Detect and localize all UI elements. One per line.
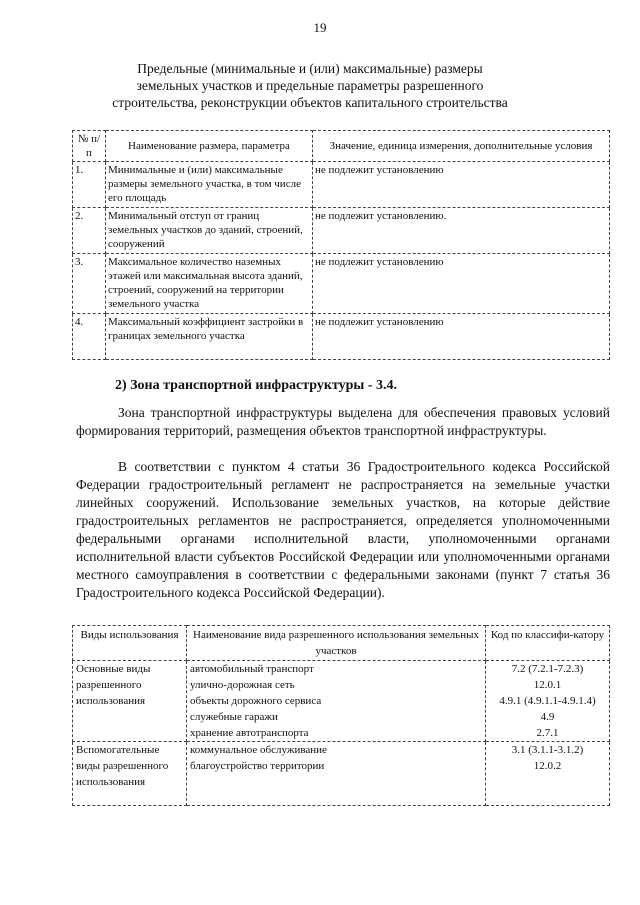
- code-item: 7.2 (7.2.1-7.2.3): [511, 663, 584, 675]
- row-value: не подлежит установлению.: [313, 208, 610, 254]
- table-header-row: [73, 626, 610, 661]
- code-item: 12.0.1: [533, 679, 562, 691]
- row-parameter: Минимальные и (или) максимальные размеры земельного участка, в том числе его площадь: [106, 162, 313, 208]
- list-item: служебные гаражи: [190, 711, 278, 723]
- header-value: Значение, единица измерения, дополнительные условия: [313, 131, 610, 162]
- row-value: не подлежит установлению: [313, 162, 610, 208]
- row-number: 1.: [73, 162, 106, 208]
- table-row-auxiliary-uses: [73, 742, 610, 806]
- main-uses-names: [187, 661, 486, 742]
- group-auxiliary-uses: Вспомогательные виды разрешенного использования: [73, 742, 187, 806]
- row-parameter: Минимальный отступ от границ земельных участков до зданий, строений, сооружений: [106, 208, 313, 254]
- row-number: 4.: [73, 314, 106, 360]
- auxiliary-uses-names: [187, 742, 486, 806]
- group-main-uses: Основные виды разрешенного использования: [73, 661, 187, 742]
- row-parameter: Максимальный коэффициент застройки в границах земельного участка: [106, 314, 313, 360]
- table-row: [73, 314, 610, 360]
- list-item: улично-дорожная сеть: [190, 679, 295, 691]
- code-item: 12.0.2: [533, 760, 562, 772]
- table-row: [73, 254, 610, 314]
- row-parameter: Максимальное количество наземных этажей или максимальная высота зданий, строений, сооружений на территории земельного участка: [106, 254, 313, 314]
- main-uses-codes: [486, 661, 610, 742]
- page-heading: Предельные (минимальные и (или) максимальные) размеры земельных участков и предельные параметры разрешенного строительства, реконструкции объектов капитального строительства: [112, 61, 508, 110]
- row-number: 3.: [73, 254, 106, 314]
- code-item: 4.9: [540, 711, 555, 723]
- list-item: объекты дорожного сервиса: [190, 695, 322, 707]
- header-parameter: Наименование размера, параметра: [106, 131, 313, 162]
- header-number: № п/п: [73, 131, 106, 162]
- code-item: 3.1 (3.1.1-3.1.2): [511, 744, 584, 756]
- list-item: хранение автотранспорта: [190, 727, 309, 739]
- paragraph-zone-purpose: Зона транспортной инфраструктуры выделена для обеспечения правовых условий формирования территорий, размещения объектов транспортной инфраструктуры.: [76, 405, 610, 438]
- row-value: не подлежит установлению: [313, 254, 610, 314]
- list-item: автомобильный транспорт: [190, 663, 314, 675]
- row-value: не подлежит установлению: [313, 314, 610, 360]
- table-header-row: [73, 131, 610, 162]
- header-use-name: Наименование вида разрешенного использования земельных участков: [187, 626, 486, 661]
- code-item: 4.9.1 (4.9.1.1-4.9.1.4): [499, 695, 596, 707]
- parameters-table: [72, 130, 610, 360]
- code-item: 2.7.1: [536, 727, 559, 739]
- header-use-type: Виды использования: [73, 626, 187, 661]
- table-row-main-uses: [73, 661, 610, 742]
- page-number: 19: [313, 20, 327, 35]
- list-item: благоустройство территории: [190, 760, 325, 772]
- table-row: [73, 208, 610, 254]
- list-item: коммунальное обслуживание: [190, 744, 327, 756]
- auxiliary-uses-codes: [486, 742, 610, 806]
- permitted-use-table: [72, 625, 610, 806]
- header-code: Код по классифи-катору: [486, 626, 610, 661]
- paragraph-regulations: В соответствии с пунктом 4 статьи 36 Градостроительного кодекса Российской Федерации градостроительный регламент не распространяется на земельные участки линейных сооружений. Использование земельных участков, на которые действие градостроительных регламентов не распространяется, определяется уполномоченными федеральными органами исполнительной власти, уполномоченными органами исполнительной власти субъектов Российской Федерации или уполномоченными органами местного самоуправления в соответствии с федеральными законами (пункт 7 статья 36 Градостроительного кодекса Российской Федерации).: [76, 459, 610, 600]
- section-title: 2) Зона транспортной инфраструктуры - 3.4.: [115, 378, 398, 393]
- row-number: 2.: [73, 208, 106, 254]
- table-row: [73, 162, 610, 208]
